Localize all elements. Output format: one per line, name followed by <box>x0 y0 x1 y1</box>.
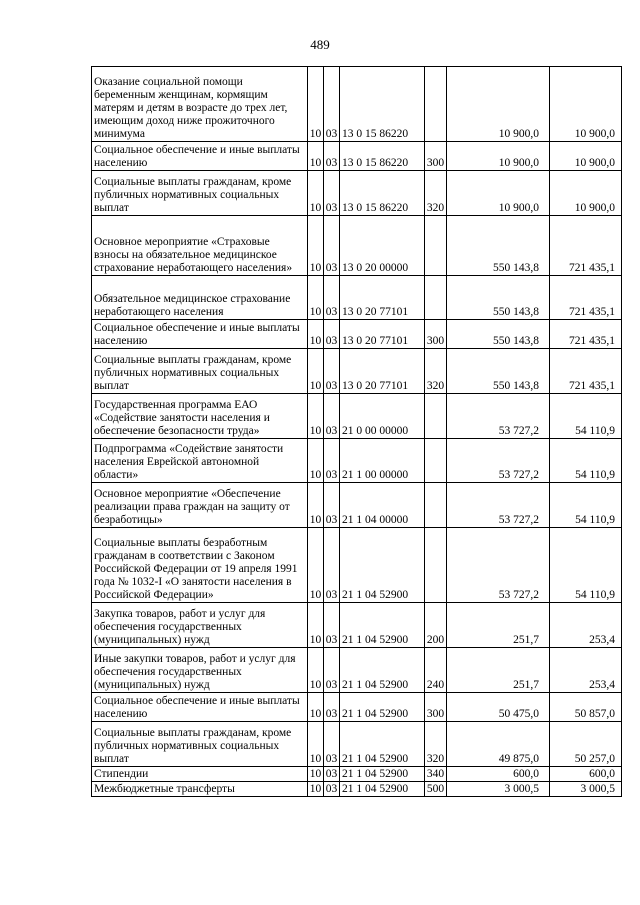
row-target-code-cell: 13 0 20 77101 <box>340 349 425 394</box>
row-expense-type-cell: 340 <box>425 767 447 782</box>
table-row <box>92 67 622 142</box>
row-name-cell: Социальное обеспечение и иные выплаты населению <box>92 693 308 722</box>
row-name-cell: Подпрограмма «Содействие занятости населения Еврейской автономной области» <box>92 439 308 483</box>
row-expense-type-cell <box>425 67 447 142</box>
row-section-cell: 10 <box>308 349 324 394</box>
table-row <box>92 171 622 216</box>
row-section-cell: 10 <box>308 320 324 349</box>
row-subsection-cell: 03 <box>324 276 340 320</box>
row-amount-second-cell: 10 900,0 <box>550 142 622 171</box>
row-expense-type-cell: 200 <box>425 603 447 648</box>
row-subsection-cell: 03 <box>324 648 340 693</box>
row-target-code-cell: 13 0 20 77101 <box>340 276 425 320</box>
row-target-code-cell: 13 0 15 86220 <box>340 171 425 216</box>
row-name-cell: Основное мероприятие «Обеспечение реализации права граждан на защиту от безработицы» <box>92 483 308 528</box>
row-amount-first-cell: 53 727,2 <box>447 528 550 603</box>
row-name-cell: Социальное обеспечение и иные выплаты населению <box>92 320 308 349</box>
row-section-cell: 10 <box>308 483 324 528</box>
table-row <box>92 782 622 797</box>
row-section-cell: 10 <box>308 216 324 276</box>
row-amount-second-cell: 3 000,5 <box>550 782 622 797</box>
table-row <box>92 483 622 528</box>
row-target-code-cell: 21 0 00 00000 <box>340 394 425 439</box>
table-row <box>92 349 622 394</box>
row-subsection-cell: 03 <box>324 767 340 782</box>
row-subsection-cell: 03 <box>324 394 340 439</box>
table-row <box>92 528 622 603</box>
row-section-cell: 10 <box>308 528 324 603</box>
row-expense-type-cell: 300 <box>425 142 447 171</box>
row-name-cell: Иные закупки товаров, работ и услуг для обеспечения государственных (муниципальных) нужд <box>92 648 308 693</box>
row-name-cell: Обязательное медицинское страхование неработающего населения <box>92 276 308 320</box>
row-subsection-cell: 03 <box>324 142 340 171</box>
row-target-code-cell: 21 1 04 52900 <box>340 528 425 603</box>
row-amount-first-cell: 10 900,0 <box>447 142 550 171</box>
row-section-cell: 10 <box>308 782 324 797</box>
row-target-code-cell: 21 1 00 00000 <box>340 439 425 483</box>
row-subsection-cell: 03 <box>324 722 340 767</box>
row-expense-type-cell: 320 <box>425 349 447 394</box>
row-expense-type-cell <box>425 483 447 528</box>
row-section-cell: 10 <box>308 67 324 142</box>
row-amount-first-cell: 3 000,5 <box>447 782 550 797</box>
row-target-code-cell: 21 1 04 00000 <box>340 483 425 528</box>
page-number: 489 <box>310 37 330 52</box>
table-row <box>92 394 622 439</box>
row-amount-second-cell: 50 257,0 <box>550 722 622 767</box>
row-target-code-cell: 13 0 20 00000 <box>340 216 425 276</box>
row-expense-type-cell: 320 <box>425 722 447 767</box>
row-subsection-cell: 03 <box>324 171 340 216</box>
row-amount-second-cell: 54 110,9 <box>550 528 622 603</box>
row-amount-second-cell: 600,0 <box>550 767 622 782</box>
row-name-cell: Межбюджетные трансферты <box>92 782 308 797</box>
row-expense-type-cell <box>425 528 447 603</box>
row-target-code-cell: 21 1 04 52900 <box>340 722 425 767</box>
row-subsection-cell: 03 <box>324 349 340 394</box>
row-section-cell: 10 <box>308 767 324 782</box>
row-subsection-cell: 03 <box>324 320 340 349</box>
table-row <box>92 767 622 782</box>
row-name-cell: Закупка товаров, работ и услуг для обеспечения государственных (муниципальных) нужд <box>92 603 308 648</box>
row-expense-type-cell: 240 <box>425 648 447 693</box>
row-expense-type-cell <box>425 216 447 276</box>
row-target-code-cell: 13 0 15 86220 <box>340 142 425 171</box>
row-target-code-cell: 21 1 04 52900 <box>340 648 425 693</box>
row-amount-first-cell: 600,0 <box>447 767 550 782</box>
row-amount-second-cell: 253,4 <box>550 648 622 693</box>
row-target-code-cell: 21 1 04 52900 <box>340 603 425 648</box>
row-amount-first-cell: 550 143,8 <box>447 320 550 349</box>
row-name-cell: Государственная программа ЕАО «Содействие занятости населения и обеспечение безопасности труда» <box>92 394 308 439</box>
budget-table <box>91 66 622 797</box>
row-section-cell: 10 <box>308 276 324 320</box>
row-amount-first-cell: 10 900,0 <box>447 171 550 216</box>
row-section-cell: 10 <box>308 394 324 439</box>
row-section-cell: 10 <box>308 171 324 216</box>
row-name-cell: Социальное обеспечение и иные выплаты населению <box>92 142 308 171</box>
row-subsection-cell: 03 <box>324 782 340 797</box>
row-target-code-cell: 13 0 20 77101 <box>340 320 425 349</box>
row-name-cell: Основное мероприятие «Страховые взносы на обязательное медицинское страхование неработающего населения» <box>92 216 308 276</box>
row-target-code-cell: 21 1 04 52900 <box>340 782 425 797</box>
row-amount-second-cell: 721 435,1 <box>550 276 622 320</box>
table-row <box>92 142 622 171</box>
row-name-cell: Социальные выплаты гражданам, кроме публичных нормативных социальных выплат <box>92 722 308 767</box>
row-amount-first-cell: 49 875,0 <box>447 722 550 767</box>
budget-table-body <box>92 67 622 797</box>
row-amount-second-cell: 54 110,9 <box>550 439 622 483</box>
table-row <box>92 722 622 767</box>
row-amount-second-cell: 50 857,0 <box>550 693 622 722</box>
row-amount-first-cell: 53 727,2 <box>447 394 550 439</box>
row-subsection-cell: 03 <box>324 483 340 528</box>
table-row <box>92 320 622 349</box>
row-amount-second-cell: 54 110,9 <box>550 483 622 528</box>
row-subsection-cell: 03 <box>324 693 340 722</box>
row-section-cell: 10 <box>308 722 324 767</box>
row-subsection-cell: 03 <box>324 67 340 142</box>
table-row <box>92 439 622 483</box>
row-expense-type-cell: 500 <box>425 782 447 797</box>
row-subsection-cell: 03 <box>324 439 340 483</box>
row-expense-type-cell: 300 <box>425 320 447 349</box>
row-name-cell: Социальные выплаты гражданам, кроме публичных нормативных социальных выплат <box>92 171 308 216</box>
row-subsection-cell: 03 <box>324 603 340 648</box>
table-row <box>92 276 622 320</box>
row-amount-second-cell: 721 435,1 <box>550 320 622 349</box>
table-row <box>92 648 622 693</box>
row-amount-first-cell: 10 900,0 <box>447 67 550 142</box>
row-expense-type-cell: 320 <box>425 171 447 216</box>
row-amount-first-cell: 53 727,2 <box>447 439 550 483</box>
row-amount-second-cell: 10 900,0 <box>550 171 622 216</box>
row-amount-second-cell: 54 110,9 <box>550 394 622 439</box>
row-section-cell: 10 <box>308 439 324 483</box>
row-target-code-cell: 21 1 04 52900 <box>340 767 425 782</box>
row-section-cell: 10 <box>308 693 324 722</box>
row-amount-first-cell: 251,7 <box>447 603 550 648</box>
row-amount-first-cell: 53 727,2 <box>447 483 550 528</box>
row-expense-type-cell <box>425 439 447 483</box>
row-name-cell: Социальные выплаты безработным гражданам в соответствии с Законом Российской Федерации от 19 апреля 1991 года № 1032-I «О занятости населения в Российской Федерации» <box>92 528 308 603</box>
row-section-cell: 10 <box>308 603 324 648</box>
row-name-cell: Оказание социальной помощи беременным женщинам, кормящим матерям и детям в возрасте до трех лет, имеющим доход ниже прожиточного минимума <box>92 67 308 142</box>
row-subsection-cell: 03 <box>324 216 340 276</box>
row-amount-first-cell: 550 143,8 <box>447 349 550 394</box>
row-amount-second-cell: 721 435,1 <box>550 216 622 276</box>
row-section-cell: 10 <box>308 142 324 171</box>
row-amount-first-cell: 251,7 <box>447 648 550 693</box>
row-name-cell: Стипендии <box>92 767 308 782</box>
row-amount-first-cell: 550 143,8 <box>447 216 550 276</box>
table-row <box>92 216 622 276</box>
table-row <box>92 693 622 722</box>
row-name-cell: Социальные выплаты гражданам, кроме публичных нормативных социальных выплат <box>92 349 308 394</box>
row-subsection-cell: 03 <box>324 528 340 603</box>
row-expense-type-cell <box>425 394 447 439</box>
row-target-code-cell: 13 0 15 86220 <box>340 67 425 142</box>
row-section-cell: 10 <box>308 648 324 693</box>
row-amount-first-cell: 550 143,8 <box>447 276 550 320</box>
row-amount-second-cell: 253,4 <box>550 603 622 648</box>
row-target-code-cell: 21 1 04 52900 <box>340 693 425 722</box>
row-amount-second-cell: 721 435,1 <box>550 349 622 394</box>
row-amount-second-cell: 10 900,0 <box>550 67 622 142</box>
row-amount-first-cell: 50 475,0 <box>447 693 550 722</box>
row-expense-type-cell: 300 <box>425 693 447 722</box>
row-expense-type-cell <box>425 276 447 320</box>
table-row <box>92 603 622 648</box>
